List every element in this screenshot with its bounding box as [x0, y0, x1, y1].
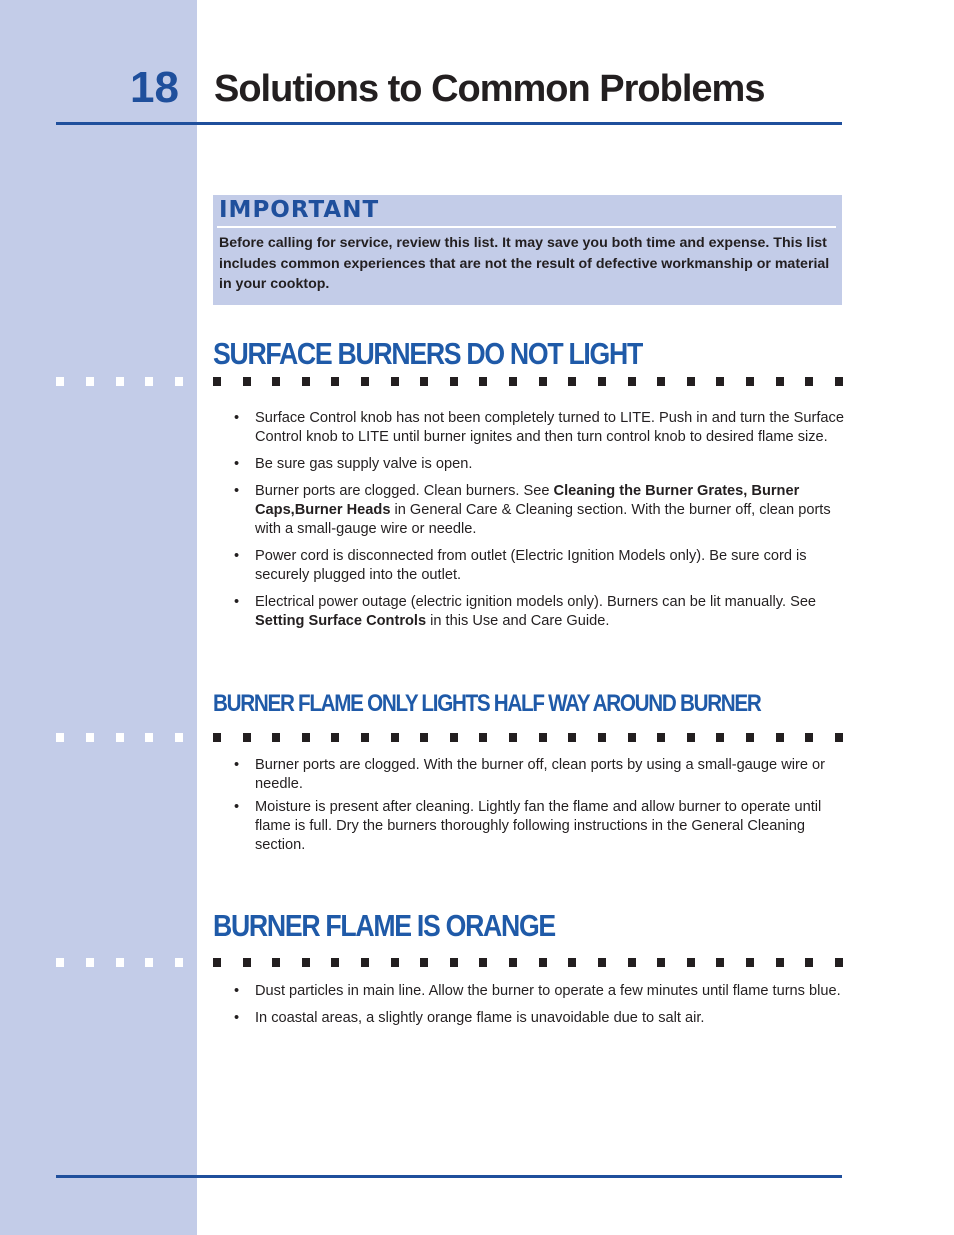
list-item [232, 482, 844, 539]
dotted-divider [213, 958, 843, 967]
item-text: Burner ports are clogged. Clean burners. See [255, 483, 554, 499]
list-item: • Dust particles in main line. Allow the burner to operate a few minutes until flame turns blue. [232, 982, 844, 1001]
list-item: • Surface Control knob has not been completely turned to LITE. Push in and turn the Surface Control knob to LITE until burner ignites and then turn control knob to desired flame size. [232, 409, 844, 447]
dotted-divider-left [56, 733, 183, 742]
page-sidebar [0, 0, 197, 1235]
item-bold-reference: Setting Surface Controls [255, 613, 427, 629]
dotted-divider-left [56, 958, 183, 967]
page-number: 18 [130, 63, 179, 112]
item-bold-reference: Cleaning the Burner Grates, Burner Caps,Burner Heads [255, 483, 800, 518]
important-notice [213, 195, 842, 305]
list-item [232, 593, 844, 631]
important-heading: IMPORTANT [219, 197, 380, 223]
footer-rule [56, 1175, 842, 1178]
problem-list-burners-do-not-light [232, 409, 844, 639]
page-title: Solutions to Common Problems [214, 68, 765, 110]
problem-list-flame-orange [232, 982, 844, 1036]
dotted-divider [213, 377, 843, 386]
list-item: • Power cord is disconnected from outlet (Electric Ignition Models only). Be sure cord is securely plugged into the outlet. [232, 547, 844, 585]
list-item: • Burner ports are clogged. With the burner off, clean ports by using a small-gauge wire or needle. [232, 756, 844, 794]
important-divider [217, 226, 836, 228]
section-heading-flame-orange: BURNER FLAME IS ORANGE [213, 908, 555, 943]
item-text: in General Care & Cleaning section. With the burner off, clean ports with a small-gauge wire or needle. [255, 502, 831, 537]
list-item: • Be sure gas supply valve is open. [232, 455, 844, 474]
section-heading-flame-half-way: BURNER FLAME ONLY LIGHTS HALF WAY AROUND BURNER [213, 690, 761, 717]
list-item: • Moisture is present after cleaning. Lightly fan the flame and allow burner to operate until flame is full. Dry the burners thoroughly following instructions in the General Cleaning section. [232, 798, 844, 855]
item-text: Electrical power outage (electric ignition models only). Burners can be lit manually. See [255, 594, 817, 610]
important-text: Before calling for service, review this list. It may save you both time and expense. This list includes common experiences that are not the result of defective workmanship or material in your cooktop. [219, 235, 830, 292]
section-heading-burners-do-not-light: SURFACE BURNERS DO NOT LIGHT [213, 336, 642, 371]
item-text: in this Use and Care Guide. [426, 613, 610, 629]
header-rule [56, 122, 842, 125]
dotted-divider [213, 733, 843, 742]
problem-list-flame-half-way [232, 756, 844, 859]
list-item: • In coastal areas, a slightly orange flame is unavoidable due to salt air. [232, 1009, 844, 1028]
dotted-divider-left [56, 377, 183, 386]
